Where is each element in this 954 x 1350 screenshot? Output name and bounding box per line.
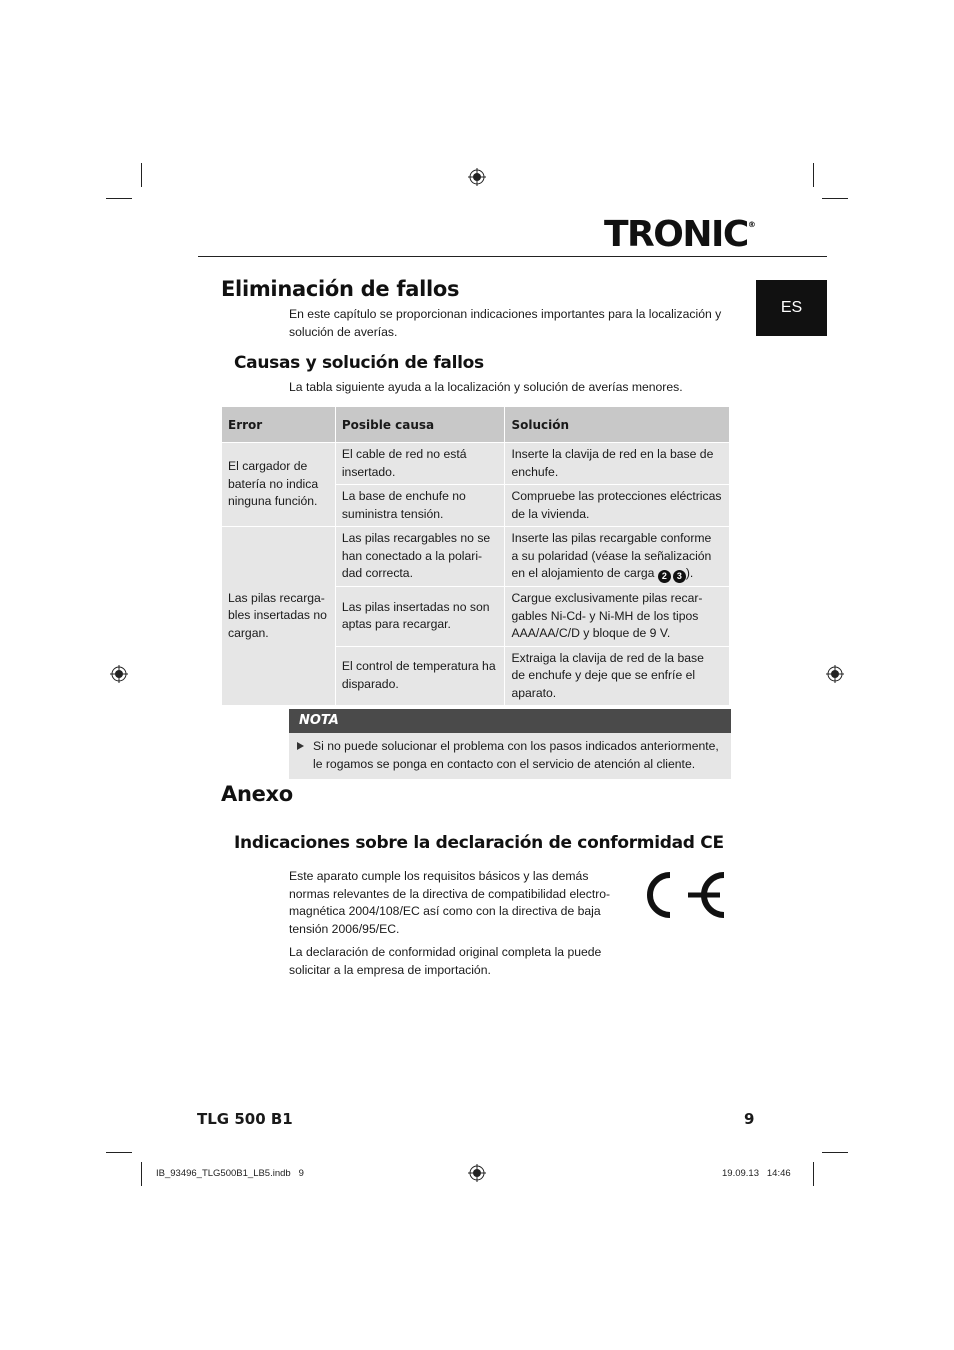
section-title: Eliminación de fallos	[221, 277, 460, 301]
subsection-title: Indicaciones sobre la declaración de conformidad CE	[234, 833, 724, 853]
solution-cell: Extraiga la clavija de red de la base de enchufe y deje que se enfríe el aparato.	[505, 646, 730, 706]
solution-cell: Inserte las pilas recargable conforme a su polaridad (véase la señalización en el alojamiento de carga 2 3 ).	[505, 527, 730, 587]
crop-mark	[141, 1162, 142, 1186]
language-tab: ES	[756, 280, 827, 336]
reference-number-badge: 2	[658, 570, 671, 583]
arrow-right-icon	[297, 742, 304, 750]
reference-number-badge: 3	[673, 570, 686, 583]
cause-cell: El cable de red no está insertado.	[335, 443, 505, 485]
registration-mark-icon	[468, 168, 486, 186]
column-header-solution: Solución	[505, 407, 730, 443]
crop-mark	[141, 163, 142, 187]
error-cell: Las pilas recarga- bles insertadas no cargan.	[222, 527, 336, 706]
solution-cell: Cargue exclusivamente pilas recar- gables Ni-Cd- y Ni-MH de los tipos AAA/AA/C/D y bloque de 9 V.	[505, 587, 730, 647]
registration-mark-icon	[468, 1164, 486, 1182]
model-number: TLG 500 B1	[197, 1110, 293, 1128]
registration-mark-icon	[110, 665, 128, 683]
header-divider	[198, 256, 827, 257]
troubleshooting-table	[221, 406, 730, 706]
print-slug-file: IB_93496_TLG500B1_LB5.indb 9	[156, 1168, 304, 1179]
conformity-paragraph: Este aparato cumple los requisitos básicos y las demás normas relevantes de la directiva de compatibilidad electro- magnética 2004/108/EC así como con la directiva de baja tensión 2006/95/EC.	[289, 869, 611, 936]
solution-cell: Inserte la clavija de red en la base de enchufe.	[505, 443, 730, 485]
cause-cell: El control de temperatura ha disparado.	[335, 646, 505, 706]
crop-mark	[822, 198, 848, 199]
subsection-title: Causas y solución de fallos	[234, 353, 484, 373]
table-header-row	[222, 407, 730, 443]
page-number: 9	[744, 1110, 755, 1128]
crop-mark	[822, 1152, 848, 1153]
cause-cell: La base de enchufe no suministra tensión.	[335, 485, 505, 527]
crop-mark	[813, 163, 814, 187]
note-box	[289, 709, 731, 779]
solution-cell: Compruebe las protecciones eléctricas de la vivienda.	[505, 485, 730, 527]
column-header-cause: Posible causa	[335, 407, 505, 443]
cause-cell: Las pilas insertadas no son aptas para recargar.	[335, 587, 505, 647]
subsection-intro: La tabla siguiente ayuda a la localización y solución de averías menores.	[289, 380, 683, 394]
table-row	[222, 527, 730, 587]
section-intro: En este capítulo se proporcionan indicaciones importantes para la localización y solución de averías.	[289, 307, 722, 339]
brand-logo: TRONIC®	[604, 214, 756, 255]
print-slug-date: 19.09.13 14:46	[722, 1168, 791, 1179]
note-body: Si no puede solucionar el problema con los pasos indicados anteriormente, le rogamos se ponga en contacto con el servicio de atención al cliente.	[289, 733, 731, 779]
column-header-error: Error	[222, 407, 336, 443]
note-title: NOTA	[289, 709, 731, 733]
crop-mark	[106, 198, 132, 199]
table-row	[222, 443, 730, 485]
registration-mark-icon	[826, 665, 844, 683]
cause-cell: Las pilas recargables no se han conectado a la polari- dad correcta.	[335, 527, 505, 587]
error-cell: El cargador de batería no indica ninguna función.	[222, 443, 336, 527]
section-title: Anexo	[221, 782, 293, 806]
ce-mark-icon	[628, 869, 728, 921]
conformity-paragraph: La declaración de conformidad original completa la puede solicitar a la empresa de importación.	[289, 945, 602, 977]
crop-mark	[106, 1152, 132, 1153]
crop-mark	[813, 1162, 814, 1186]
